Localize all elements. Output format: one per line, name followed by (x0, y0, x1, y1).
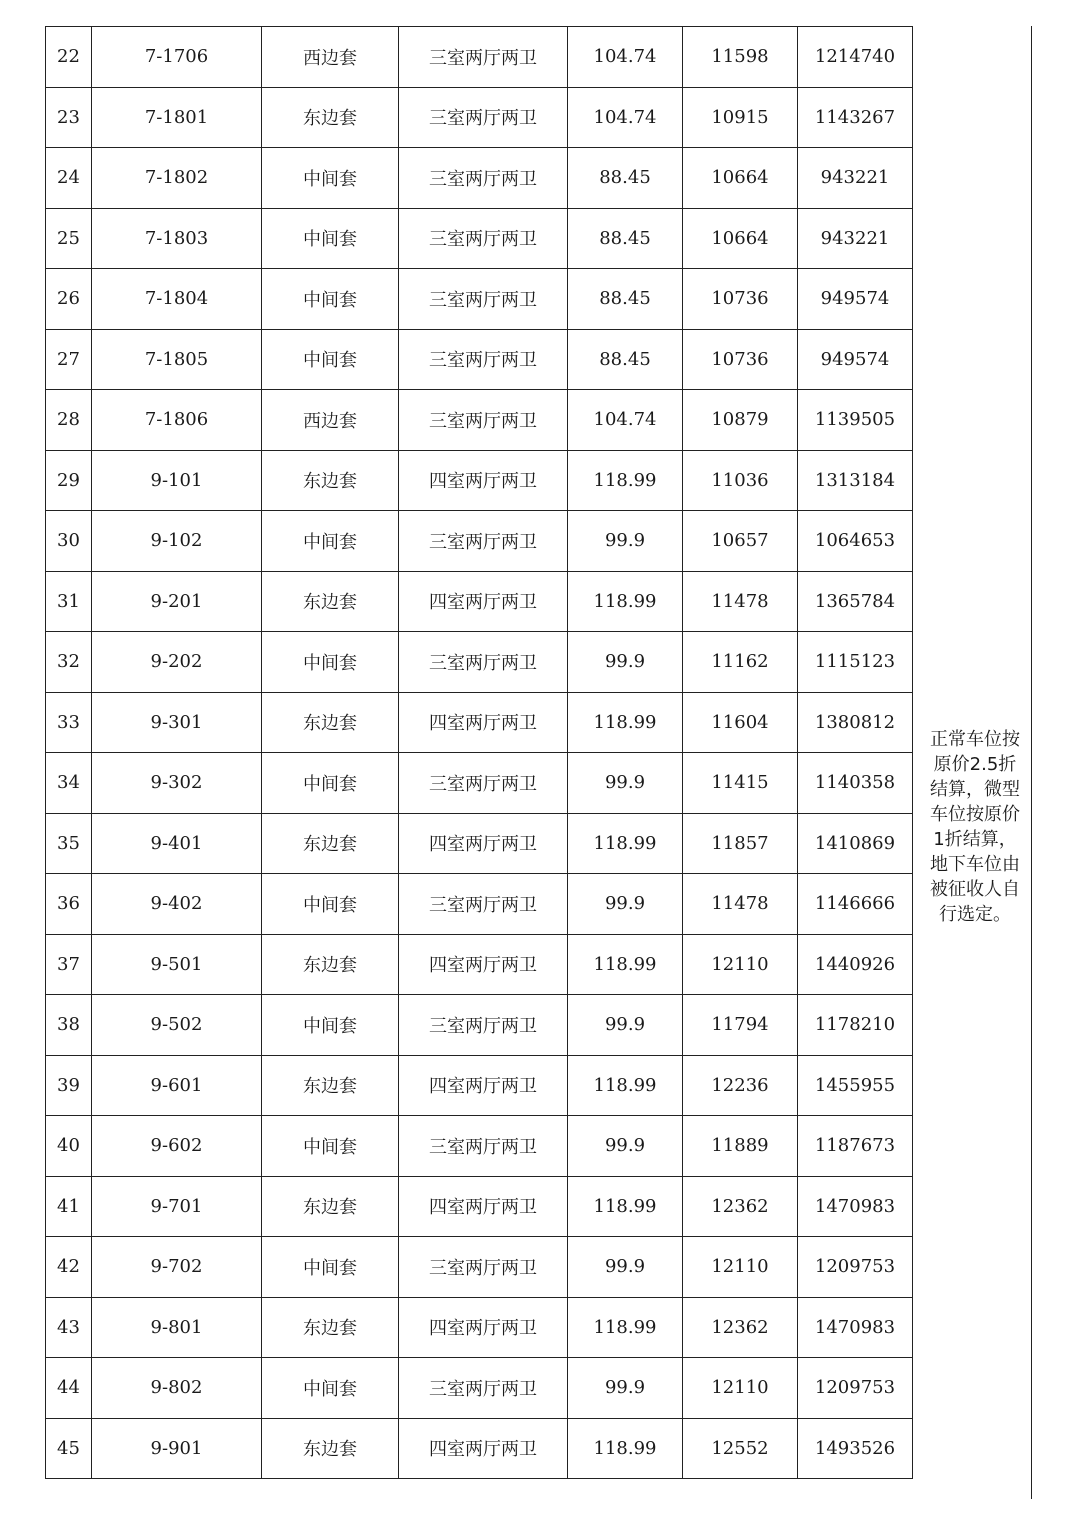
total-price-cell: 1365784 (798, 571, 913, 632)
table-row (46, 511, 913, 572)
row-number-cell: 33 (46, 692, 92, 753)
unit-price-cell: 10736 (683, 269, 798, 330)
unit-number-cell: 9-301 (92, 692, 262, 753)
row-number-cell: 25 (46, 208, 92, 269)
unit-number-cell: 9-202 (92, 632, 262, 693)
layout-cell: 三室两厅两卫 (399, 148, 568, 209)
table-row (46, 1116, 913, 1177)
area-cell: 99.9 (568, 753, 683, 814)
row-number-cell: 37 (46, 934, 92, 995)
area-cell: 118.99 (568, 692, 683, 753)
unit-position-cell: 东边套 (262, 934, 399, 995)
unit-position-cell: 中间套 (262, 1116, 399, 1177)
row-number-cell: 40 (46, 1116, 92, 1177)
note-line: 被征收人自 (930, 879, 1020, 900)
total-price-cell: 1140358 (798, 753, 913, 814)
unit-position-cell: 东边套 (262, 87, 399, 148)
unit-position-cell: 东边套 (262, 813, 399, 874)
total-price-cell: 1493526 (798, 1418, 913, 1479)
unit-number-cell: 9-201 (92, 571, 262, 632)
unit-position-cell: 中间套 (262, 1358, 399, 1419)
table-row (46, 87, 913, 148)
area-cell: 99.9 (568, 1116, 683, 1177)
total-price-cell: 949574 (798, 269, 913, 330)
note-line: 原价2.5折 (933, 754, 1017, 775)
total-price-cell: 949574 (798, 329, 913, 390)
area-cell: 99.9 (568, 511, 683, 572)
unit-position-cell: 东边套 (262, 1055, 399, 1116)
table-row (46, 692, 913, 753)
unit-price-cell: 10664 (683, 148, 798, 209)
area-cell: 88.45 (568, 269, 683, 330)
layout-cell: 四室两厅两卫 (399, 692, 568, 753)
table-row (46, 632, 913, 693)
total-price-cell: 1143267 (798, 87, 913, 148)
unit-position-cell: 东边套 (262, 1297, 399, 1358)
unit-price-cell: 12110 (683, 1358, 798, 1419)
table-row (46, 450, 913, 511)
area-cell: 118.99 (568, 1418, 683, 1479)
total-price-cell: 1470983 (798, 1176, 913, 1237)
total-price-cell: 1214740 (798, 27, 913, 88)
total-price-cell: 1064653 (798, 511, 913, 572)
layout-cell: 三室两厅两卫 (399, 269, 568, 330)
layout-cell: 四室两厅两卫 (399, 1176, 568, 1237)
layout-cell: 三室两厅两卫 (399, 329, 568, 390)
unit-position-cell: 中间套 (262, 753, 399, 814)
unit-number-cell: 9-601 (92, 1055, 262, 1116)
unit-number-cell: 9-101 (92, 450, 262, 511)
unit-number-cell: 9-401 (92, 813, 262, 874)
area-cell: 118.99 (568, 1297, 683, 1358)
unit-position-cell: 中间套 (262, 208, 399, 269)
unit-price-cell: 10664 (683, 208, 798, 269)
table-row (46, 390, 913, 451)
row-number-cell: 36 (46, 874, 92, 935)
table-row (46, 1176, 913, 1237)
total-price-cell: 1470983 (798, 1297, 913, 1358)
unit-price-cell: 11036 (683, 450, 798, 511)
unit-position-cell: 中间套 (262, 874, 399, 935)
area-cell: 118.99 (568, 813, 683, 874)
table-row (46, 934, 913, 995)
unit-price-cell: 11162 (683, 632, 798, 693)
total-price-cell: 943221 (798, 148, 913, 209)
area-cell: 118.99 (568, 1055, 683, 1116)
row-number-cell: 39 (46, 1055, 92, 1116)
total-price-cell: 1139505 (798, 390, 913, 451)
unit-price-cell: 12110 (683, 934, 798, 995)
row-number-cell: 22 (46, 27, 92, 88)
layout-cell: 三室两厅两卫 (399, 390, 568, 451)
unit-price-cell: 10915 (683, 87, 798, 148)
unit-number-cell: 7-1805 (92, 329, 262, 390)
row-number-cell: 31 (46, 571, 92, 632)
table-row (46, 329, 913, 390)
row-number-cell: 30 (46, 511, 92, 572)
unit-number-cell: 7-1803 (92, 208, 262, 269)
total-price-cell: 1178210 (798, 995, 913, 1056)
layout-cell: 四室两厅两卫 (399, 1297, 568, 1358)
unit-position-cell: 中间套 (262, 995, 399, 1056)
unit-position-cell: 中间套 (262, 148, 399, 209)
table-row (46, 1237, 913, 1298)
area-cell: 88.45 (568, 208, 683, 269)
layout-cell: 四室两厅两卫 (399, 813, 568, 874)
unit-number-cell: 7-1706 (92, 27, 262, 88)
layout-cell: 三室两厅两卫 (399, 632, 568, 693)
unit-position-cell: 中间套 (262, 1237, 399, 1298)
unit-number-cell: 9-702 (92, 1237, 262, 1298)
row-number-cell: 23 (46, 87, 92, 148)
unit-number-cell: 9-802 (92, 1358, 262, 1419)
unit-price-cell: 12362 (683, 1297, 798, 1358)
layout-cell: 四室两厅两卫 (399, 1418, 568, 1479)
layout-cell: 四室两厅两卫 (399, 571, 568, 632)
total-price-cell: 1209753 (798, 1358, 913, 1419)
unit-number-cell: 7-1806 (92, 390, 262, 451)
total-price-cell: 1380812 (798, 692, 913, 753)
row-number-cell: 45 (46, 1418, 92, 1479)
page-border-line (1031, 26, 1032, 1499)
unit-price-cell: 11478 (683, 874, 798, 935)
area-cell: 118.99 (568, 1176, 683, 1237)
layout-cell: 三室两厅两卫 (399, 27, 568, 88)
area-cell: 118.99 (568, 450, 683, 511)
unit-number-cell: 9-901 (92, 1418, 262, 1479)
layout-cell: 四室两厅两卫 (399, 1055, 568, 1116)
layout-cell: 三室两厅两卫 (399, 1116, 568, 1177)
unit-number-cell: 9-102 (92, 511, 262, 572)
unit-position-cell: 东边套 (262, 571, 399, 632)
layout-cell: 三室两厅两卫 (399, 87, 568, 148)
unit-number-cell: 9-501 (92, 934, 262, 995)
row-number-cell: 38 (46, 995, 92, 1056)
row-number-cell: 29 (46, 450, 92, 511)
layout-cell: 三室两厅两卫 (399, 995, 568, 1056)
unit-price-cell: 12236 (683, 1055, 798, 1116)
layout-cell: 四室两厅两卫 (399, 934, 568, 995)
area-cell: 99.9 (568, 995, 683, 1056)
table-row (46, 813, 913, 874)
unit-position-cell: 西边套 (262, 390, 399, 451)
unit-price-cell: 10657 (683, 511, 798, 572)
area-cell: 118.99 (568, 934, 683, 995)
note-line: 车位按原价 (930, 804, 1020, 825)
total-price-cell: 1146666 (798, 874, 913, 935)
unit-number-cell: 9-602 (92, 1116, 262, 1177)
table-row (46, 27, 913, 88)
row-number-cell: 24 (46, 148, 92, 209)
area-cell: 88.45 (568, 329, 683, 390)
row-number-cell: 42 (46, 1237, 92, 1298)
note-line: 结算，微型 (930, 779, 1020, 800)
unit-number-cell: 9-801 (92, 1297, 262, 1358)
table-row (46, 1297, 913, 1358)
unit-position-cell: 东边套 (262, 692, 399, 753)
unit-position-cell: 西边套 (262, 27, 399, 88)
unit-price-cell: 11604 (683, 692, 798, 753)
area-cell: 104.74 (568, 390, 683, 451)
layout-cell: 三室两厅两卫 (399, 874, 568, 935)
unit-position-cell: 中间套 (262, 329, 399, 390)
unit-position-cell: 东边套 (262, 1418, 399, 1479)
table-row (46, 874, 913, 935)
layout-cell: 三室两厅两卫 (399, 1358, 568, 1419)
area-cell: 118.99 (568, 571, 683, 632)
row-number-cell: 32 (46, 632, 92, 693)
row-number-cell: 26 (46, 269, 92, 330)
table-row (46, 1055, 913, 1116)
unit-number-cell: 9-402 (92, 874, 262, 935)
unit-price-cell: 11598 (683, 27, 798, 88)
housing-price-table (45, 26, 913, 1479)
table-row (46, 995, 913, 1056)
parking-note (920, 727, 1030, 927)
area-cell: 104.74 (568, 27, 683, 88)
total-price-cell: 1115123 (798, 632, 913, 693)
row-number-cell: 35 (46, 813, 92, 874)
unit-price-cell: 10879 (683, 390, 798, 451)
row-number-cell: 27 (46, 329, 92, 390)
unit-number-cell: 9-701 (92, 1176, 262, 1237)
table-row (46, 571, 913, 632)
total-price-cell: 1455955 (798, 1055, 913, 1116)
total-price-cell: 1440926 (798, 934, 913, 995)
unit-price-cell: 11857 (683, 813, 798, 874)
unit-position-cell: 东边套 (262, 1176, 399, 1237)
table-body (46, 27, 913, 1479)
row-number-cell: 44 (46, 1358, 92, 1419)
row-number-cell: 41 (46, 1176, 92, 1237)
unit-number-cell: 9-502 (92, 995, 262, 1056)
unit-price-cell: 11889 (683, 1116, 798, 1177)
total-price-cell: 1410869 (798, 813, 913, 874)
layout-cell: 三室两厅两卫 (399, 753, 568, 814)
unit-number-cell: 7-1802 (92, 148, 262, 209)
unit-number-cell: 7-1804 (92, 269, 262, 330)
table-row (46, 1418, 913, 1479)
area-cell: 99.9 (568, 1358, 683, 1419)
note-line: 地下车位由 (930, 854, 1020, 875)
row-number-cell: 28 (46, 390, 92, 451)
note-line: 正常车位按 (930, 729, 1020, 750)
total-price-cell: 1209753 (798, 1237, 913, 1298)
row-number-cell: 34 (46, 753, 92, 814)
table-row (46, 269, 913, 330)
unit-position-cell: 东边套 (262, 450, 399, 511)
table-row (46, 148, 913, 209)
layout-cell: 三室两厅两卫 (399, 1237, 568, 1298)
unit-position-cell: 中间套 (262, 632, 399, 693)
total-price-cell: 943221 (798, 208, 913, 269)
table-row (46, 208, 913, 269)
area-cell: 104.74 (568, 87, 683, 148)
layout-cell: 三室两厅两卫 (399, 511, 568, 572)
unit-price-cell: 12552 (683, 1418, 798, 1479)
unit-position-cell: 中间套 (262, 511, 399, 572)
row-number-cell: 43 (46, 1297, 92, 1358)
layout-cell: 三室两厅两卫 (399, 208, 568, 269)
area-cell: 99.9 (568, 632, 683, 693)
unit-price-cell: 11794 (683, 995, 798, 1056)
area-cell: 88.45 (568, 148, 683, 209)
unit-price-cell: 11415 (683, 753, 798, 814)
total-price-cell: 1313184 (798, 450, 913, 511)
unit-price-cell: 10736 (683, 329, 798, 390)
unit-price-cell: 12362 (683, 1176, 798, 1237)
unit-position-cell: 中间套 (262, 269, 399, 330)
table-row (46, 1358, 913, 1419)
area-cell: 99.9 (568, 874, 683, 935)
area-cell: 99.9 (568, 1237, 683, 1298)
total-price-cell: 1187673 (798, 1116, 913, 1177)
unit-price-cell: 12110 (683, 1237, 798, 1298)
unit-number-cell: 7-1801 (92, 87, 262, 148)
note-line: 行选定。 (939, 904, 1011, 925)
unit-number-cell: 9-302 (92, 753, 262, 814)
table-row (46, 753, 913, 814)
layout-cell: 四室两厅两卫 (399, 450, 568, 511)
unit-price-cell: 11478 (683, 571, 798, 632)
note-line: 1折结算， (933, 829, 1017, 850)
